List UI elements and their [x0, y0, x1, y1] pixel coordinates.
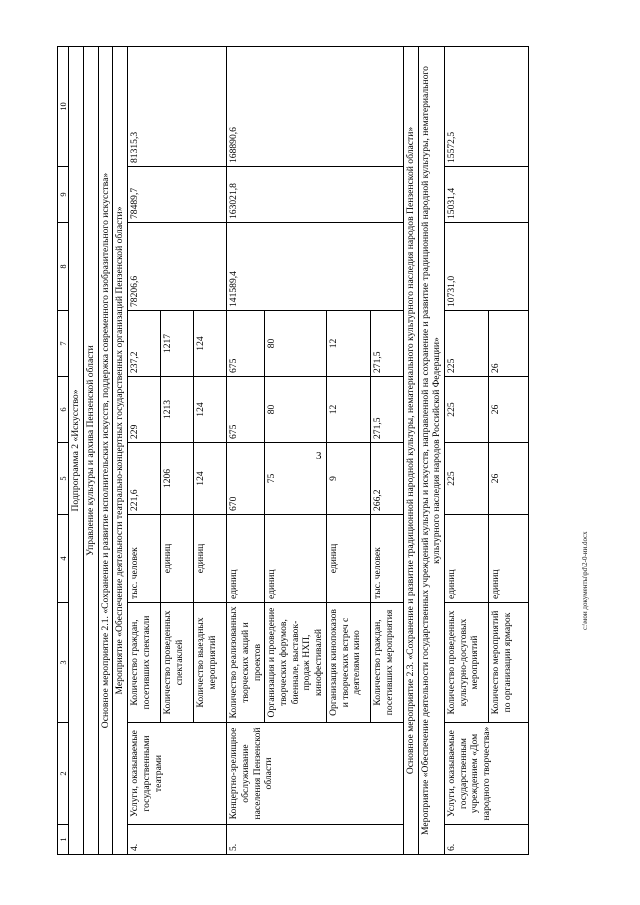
row-number: 4.: [128, 825, 227, 855]
value-col6: 80: [265, 377, 327, 443]
value-col7: 225: [444, 311, 488, 377]
main-event-row: [98, 47, 113, 855]
value-col5: 9: [326, 443, 370, 515]
indicator-name: Количество проведенных спектаклей: [161, 603, 194, 723]
col-num: 10: [58, 47, 69, 167]
value-col5: 670: [227, 443, 265, 515]
main-event-2-3: Основное мероприятие 2.3. «Сохранение и развитие традиционной народной культуры, нематериального культурного наследия народов Пензенской области»: [403, 47, 418, 855]
value-col6: 271,5: [370, 377, 403, 443]
service-name: Услуги, оказываемые государственными театрами: [128, 723, 227, 825]
main-event-row: [403, 47, 418, 855]
value-col9: 15031,4: [444, 167, 528, 223]
value-col8: 141589,4: [227, 223, 404, 311]
value-col7: 124: [194, 311, 227, 377]
value-col7: 80: [265, 311, 327, 377]
unit: единиц: [194, 515, 227, 603]
event-row: [418, 47, 444, 855]
unit: единиц: [488, 515, 528, 603]
event-row: [113, 47, 128, 855]
col-num: 3: [58, 603, 69, 723]
unit: единиц: [326, 515, 370, 603]
value-col8: 78206,6: [128, 223, 227, 311]
value-col10: 81315,3: [128, 47, 227, 167]
col-num: 7: [58, 311, 69, 377]
value-col7: 675: [227, 311, 265, 377]
value-col6: 675: [227, 377, 265, 443]
indicator-name: Количество граждан, посетивших спектакли: [128, 603, 161, 723]
col-num: 4: [58, 515, 69, 603]
value-col7: 26: [488, 311, 528, 377]
col-num: 9: [58, 167, 69, 223]
value-col9: 78489,7: [128, 167, 227, 223]
indicator-name: Организация и проведение творческих форумов, биеннале, выставок-продаж НХП, кинофестивалей: [265, 603, 327, 723]
table-row: [227, 47, 265, 855]
main-event-2-1: Основное мероприятие 2.1. «Сохранение и развитие исполнительских искусств, поддержка современного изобразительного искусства»: [98, 47, 113, 855]
unit: единиц: [265, 515, 327, 603]
rotated-landscape-page: [57, 47, 612, 855]
indicator-table: [57, 46, 529, 855]
page-number: 3: [316, 450, 322, 462]
unit: единиц: [161, 515, 194, 603]
event-theatre: Мероприятие «Обеспечение деятельности театрально-концертных государственных организаций Пензенской области»: [113, 47, 128, 855]
col-num: 2: [58, 723, 69, 825]
value-col5: 124: [194, 443, 227, 515]
service-name: Концертно-зрелищное обслуживание населения Пензенской области: [227, 723, 404, 825]
value-col5: 75: [265, 443, 327, 515]
indicator-name: Организация кинопоказов и творческих встреч с деятелями кино: [326, 603, 370, 723]
value-col6: 225: [444, 377, 488, 443]
value-col7: 12: [326, 311, 370, 377]
row-number: 6.: [444, 825, 528, 855]
indicator-name: Количество мероприятий по организации ярмарок: [488, 603, 528, 723]
subprogram-row: [69, 47, 84, 855]
indicator-name: Количество выездных мероприятий: [194, 603, 227, 723]
unit: тыс. человек: [128, 515, 161, 603]
service-name: Услуги, оказываемые государственным учреждением «Дом народного творчества»: [444, 723, 528, 825]
value-col9: 163021,8: [227, 167, 404, 223]
value-col5: 225: [444, 443, 488, 515]
indicator-name: Количество граждан, посетивших мероприятия: [370, 603, 403, 723]
value-col7: 237,2: [128, 311, 161, 377]
value-col6: 26: [488, 377, 528, 443]
indicator-name: Количество реализованных творческих акций и проектов: [227, 603, 265, 723]
col-num: 5: [58, 443, 69, 515]
footer-file-path: c:\мои документы\pd\2-0-ии.docx: [581, 531, 589, 630]
col-num: 8: [58, 223, 69, 311]
unit: единиц: [444, 515, 488, 603]
value-col6: 124: [194, 377, 227, 443]
unit: тыс. человек: [370, 515, 403, 603]
event-folk: Мероприятие «Обеспечение деятельности государственных учреждений культуры и искусств, направленной на сохранение и развитие традиционной народной культуры, нематериального культурного наследия народов Российской Федерации»: [418, 47, 444, 855]
value-col10: 15572,5: [444, 47, 528, 167]
table-row: [128, 47, 161, 855]
table-row: [444, 47, 488, 855]
value-col5: 266,2: [370, 443, 403, 515]
department-row: [84, 47, 99, 855]
value-col7: 1217: [161, 311, 194, 377]
col-num: 1: [58, 825, 69, 855]
col-num: 6: [58, 377, 69, 443]
unit: единиц: [227, 515, 265, 603]
value-col6: 229: [128, 377, 161, 443]
value-col6: 12: [326, 377, 370, 443]
value-col10: 168890,6: [227, 47, 404, 167]
value-col8: 10731,0: [444, 223, 528, 311]
value-col6: 1213: [161, 377, 194, 443]
value-col5: 221,6: [128, 443, 161, 515]
row-number: 5.: [227, 825, 404, 855]
indicator-name: Количество проведенных культурно-досуговых мероприятий: [444, 603, 488, 723]
value-col5: 1206: [161, 443, 194, 515]
column-number-row: [58, 47, 69, 855]
subprogram-title: Подпрограмма 2 «Искусство»: [69, 47, 84, 855]
department-title: Управление культуры и архива Пензенской области: [84, 47, 99, 855]
value-col5: 26: [488, 443, 528, 515]
value-col7: 271,5: [370, 311, 403, 377]
